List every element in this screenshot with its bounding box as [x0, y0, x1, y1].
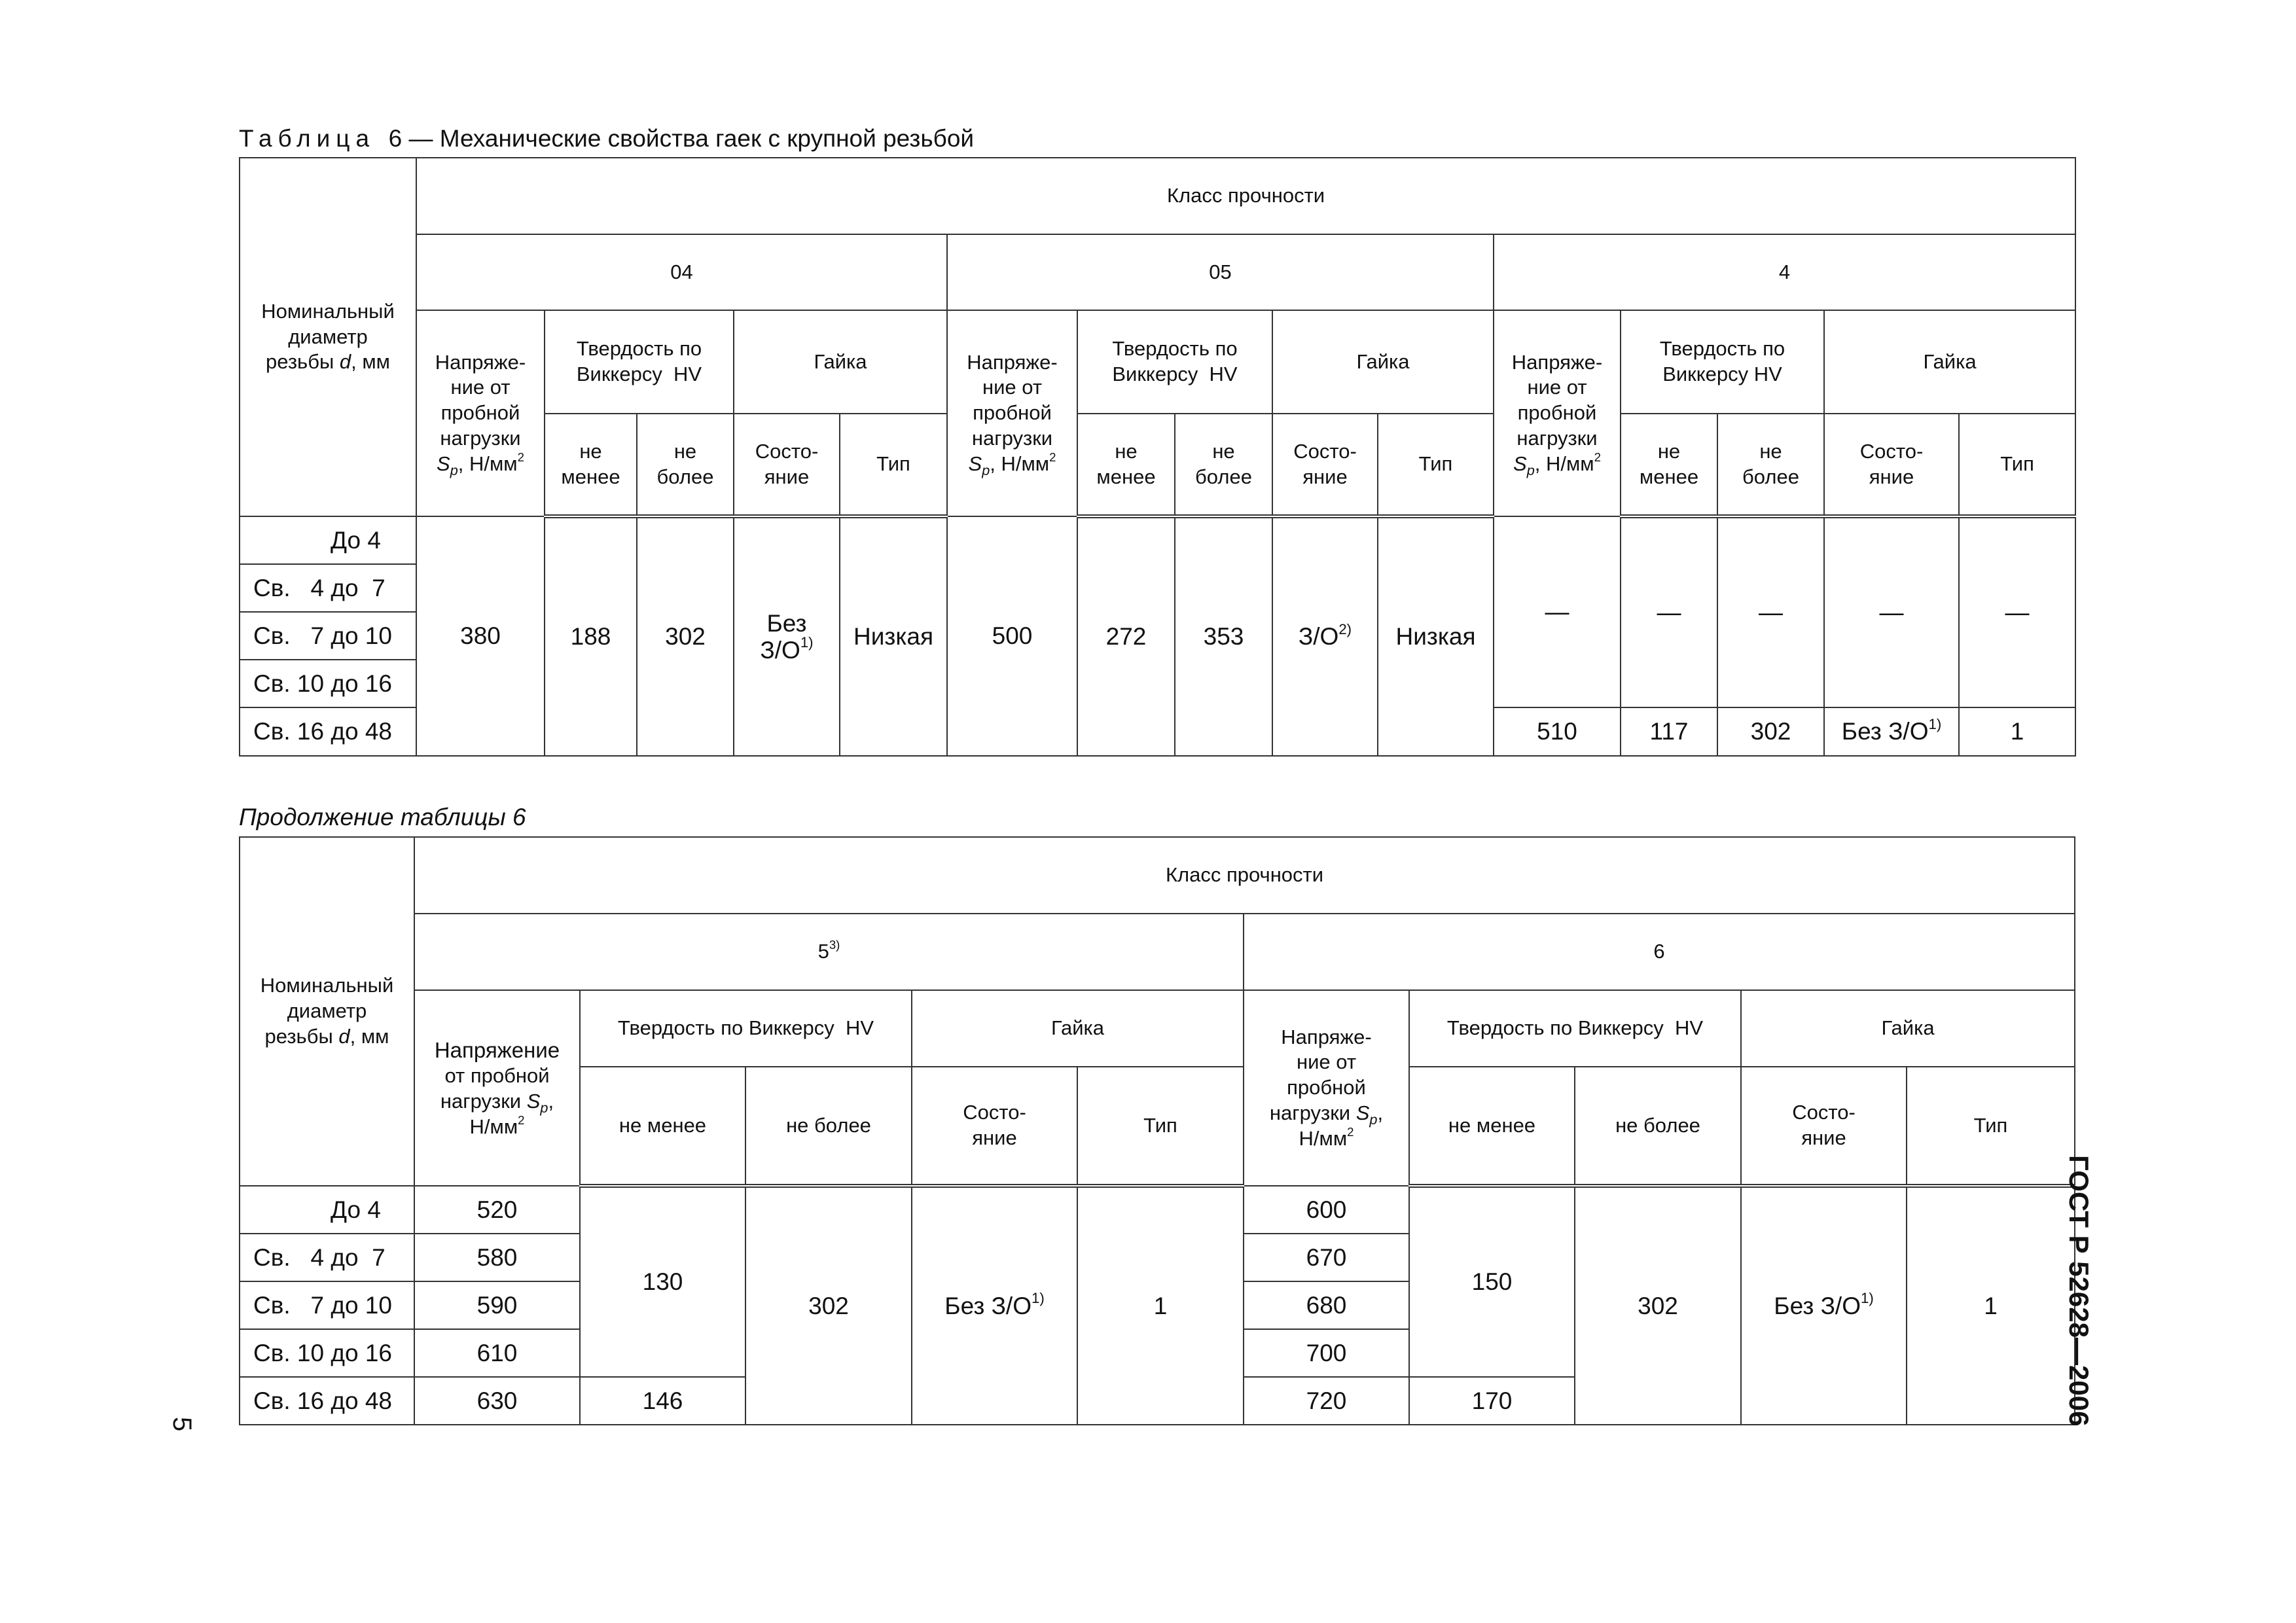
t2-c5-state: Без $З/О^{1)}$ — [912, 1186, 1077, 1425]
t2-c6-stress: 670 — [1244, 1234, 1409, 1281]
t1-h-max-05: не более — [1175, 414, 1272, 516]
t2-h-nut-6: Гайка — [1741, 990, 2075, 1067]
table1-caption: Таблица 6 — Механические свойства гаек с крупной резьбой — [239, 125, 975, 152]
document-code: ГОСТ Р 52628—2006 — [2064, 1155, 2094, 1427]
t1-h-state-4: Состо- яние — [1824, 414, 1959, 516]
t2-h-nut-5: Гайка — [912, 990, 1244, 1067]
table2-caption: Продолжение таблицы 6 — [239, 804, 526, 830]
t1-c4-max: 302 — [1717, 707, 1824, 756]
t1-h-state-05: Состо- яние — [1272, 414, 1378, 516]
t1-h-type-05: Тип — [1378, 414, 1494, 516]
t2-c6-min: 150 — [1409, 1186, 1575, 1377]
t2-h-stress-6: Напряже- ние от пробной нагрузки $S_p$, $Н/мм^2$ — [1244, 990, 1409, 1186]
t1-h-state-04: Состо- яние — [734, 414, 840, 516]
t2-h-hardness-6: Твердость по Виккерсу HV — [1409, 990, 1741, 1067]
t1-c4-state-dash: — — [1824, 516, 1959, 707]
t1-c05-type: Низкая — [1378, 516, 1494, 756]
t2-h-max-6: не более — [1575, 1067, 1741, 1186]
t2-h-type-6: Тип — [1907, 1067, 2075, 1186]
t2-class-header: Класс прочности — [414, 837, 2075, 914]
t1-row-label: Св. 7 до 10 — [240, 612, 416, 660]
table1 — [239, 157, 2076, 757]
t1-class-04: 04 — [416, 234, 947, 310]
t2-row-label: Св. 16 до 48 — [240, 1377, 414, 1425]
t2-class-5: 5$^{3)}$ — [414, 914, 1244, 990]
t1-h-nut-4: Гайка — [1824, 310, 2075, 414]
t1-h-hardness-4: Твердость по Виккерсу HV — [1621, 310, 1824, 414]
t2-c6-stress: 700 — [1244, 1329, 1409, 1377]
t1-h-stress-04: Напряже- ние от пробной нагрузки $S_p$, $Н/мм^2$ — [416, 310, 545, 516]
t1-h-type-4: Тип — [1959, 414, 2075, 516]
t2-c6-stress: 600 — [1244, 1186, 1409, 1234]
t1-class-4: 4 — [1494, 234, 2075, 310]
t2-row-label: Св. 7 до 10 — [240, 1281, 414, 1329]
t2-c5-stress: 590 — [414, 1281, 580, 1329]
t2-h-min-6: не менее — [1409, 1067, 1575, 1186]
t1-h-hardness-04: Твердость по Виккерсу HV — [545, 310, 734, 414]
t2-row-label: Св. 10 до 16 — [240, 1329, 414, 1377]
t1-class-05: 05 — [947, 234, 1494, 310]
t2-c5-max: 302 — [745, 1186, 912, 1425]
t1-row-label: Св. 16 до 48 — [240, 707, 416, 756]
t1-c4-stress: 510 — [1494, 707, 1621, 756]
t2-c5-stress: 630 — [414, 1377, 580, 1425]
t2-c5-stress: 580 — [414, 1234, 580, 1281]
t1-c4-state: Без $З/О^{1)}$ — [1824, 707, 1959, 756]
t1-c04-state: Без $З/О^{1)}$ — [734, 516, 840, 756]
t2-col-diameter: Номинальный диаметр резьбы d, мм — [240, 837, 414, 1186]
t2-c5-min-last: 146 — [580, 1377, 745, 1425]
t2-row-label: До 4 — [240, 1186, 414, 1234]
t1-c4-type: 1 — [1959, 707, 2075, 756]
t1-c4-min: 117 — [1621, 707, 1717, 756]
t2-c6-type: 1 — [1907, 1186, 2075, 1425]
t2-h-min-5: не менее — [580, 1067, 745, 1186]
t1-h-type-04: Тип — [840, 414, 947, 516]
t1-h-max-4: не более — [1717, 414, 1824, 516]
t1-row-label: Св. 4 до 7 — [240, 564, 416, 612]
t2-c6-state: Без $З/О^{1)}$ — [1741, 1186, 1907, 1425]
t2-h-state-6: Состо- яние — [1741, 1067, 1907, 1186]
t2-class-6: 6 — [1244, 914, 2075, 990]
t1-c04-min: 188 — [545, 516, 637, 756]
t1-c04-max: 302 — [637, 516, 734, 756]
t2-c6-max: 302 — [1575, 1186, 1741, 1425]
t1-row-label: До 4 — [240, 516, 416, 564]
t2-h-type-5: Тип — [1077, 1067, 1244, 1186]
t2-h-max-5: не более — [745, 1067, 912, 1186]
t2-h-hardness-5: Твердость по Виккерсу HV — [580, 990, 912, 1067]
t1-c4-max-dash: — — [1717, 516, 1824, 707]
t1-c04-stress: 380 — [416, 516, 545, 756]
t2-c5-stress: 520 — [414, 1186, 580, 1234]
t1-row-label: Св. 10 до 16 — [240, 660, 416, 707]
t1-h-min-4: не менее — [1621, 414, 1717, 516]
t1-h-min-04: не менее — [545, 414, 637, 516]
t2-h-stress-5: Напряжение от пробной нагрузки $S_p$, $Н/мм^2$ — [414, 990, 580, 1186]
t2-row-label: Св. 4 до 7 — [240, 1234, 414, 1281]
t1-h-stress-05: Напряже- ние от пробной нагрузки $S_p$, $Н/мм^2$ — [947, 310, 1077, 516]
t1-c05-min: 272 — [1077, 516, 1175, 756]
t1-c04-type: Низкая — [840, 516, 947, 756]
table2 — [239, 836, 2075, 1425]
t1-h-hardness-05: Твердость по Виккерсу HV — [1077, 310, 1272, 414]
t1-c05-stress: 500 — [947, 516, 1077, 756]
t1-h-nut-05: Гайка — [1272, 310, 1494, 414]
t1-c4-type-dash: — — [1959, 516, 2075, 707]
t2-c5-min: 130 — [580, 1186, 745, 1377]
t1-class-header: Класс прочности — [416, 158, 2075, 234]
t2-c6-min-last: 170 — [1409, 1377, 1575, 1425]
t1-h-min-05: не менее — [1077, 414, 1175, 516]
t1-c05-max: 353 — [1175, 516, 1272, 756]
t1-c4-min-dash: — — [1621, 516, 1717, 707]
t2-c6-stress: 720 — [1244, 1377, 1409, 1425]
t1-col-diameter: Номинальный диаметр резьбы d, мм — [240, 158, 416, 516]
t1-h-nut-04: Гайка — [734, 310, 947, 414]
t1-c4-stress-dash: — — [1494, 516, 1621, 707]
t1-h-stress-4: Напряже- ние от пробной нагрузки $S_p$, $Н/мм^2$ — [1494, 310, 1621, 516]
t1-h-max-04: не более — [637, 414, 734, 516]
page-number: 5 — [168, 1417, 196, 1432]
t2-h-state-5: Состо- яние — [912, 1067, 1077, 1186]
t2-c6-stress: 680 — [1244, 1281, 1409, 1329]
t2-c5-stress: 610 — [414, 1329, 580, 1377]
t1-c05-state: $З/О^{2)}$ — [1272, 516, 1378, 756]
t2-c5-type: 1 — [1077, 1186, 1244, 1425]
